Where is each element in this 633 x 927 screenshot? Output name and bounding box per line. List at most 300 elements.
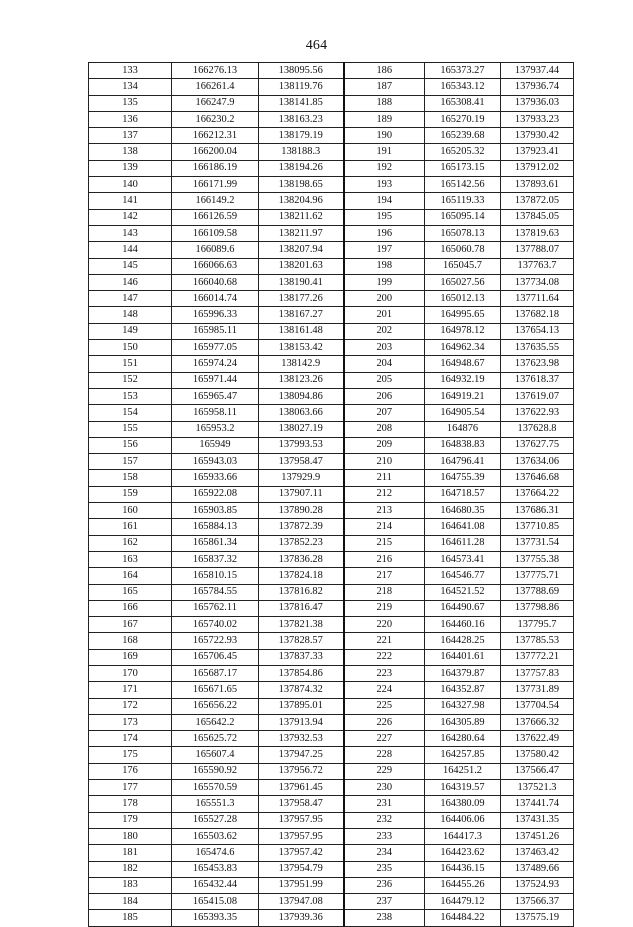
point-number-cell: 137	[89, 128, 172, 144]
point-number-cell: 183	[89, 877, 172, 893]
x-coordinate-cell: 165551.3	[172, 796, 259, 812]
point-number-cell: 223	[344, 665, 425, 681]
y-coordinate-cell: 137785.53	[501, 633, 574, 649]
y-coordinate-cell: 138141.85	[259, 95, 344, 111]
y-coordinate-cell: 137634.06	[501, 454, 574, 470]
x-coordinate-cell: 164978.12	[425, 323, 501, 339]
table-row	[89, 731, 574, 747]
y-coordinate-cell: 137788.07	[501, 242, 574, 258]
x-coordinate-cell: 164611.28	[425, 535, 501, 551]
x-coordinate-cell: 166230.2	[172, 111, 259, 127]
x-coordinate-cell: 166014.74	[172, 291, 259, 307]
y-coordinate-cell: 138177.26	[259, 291, 344, 307]
x-coordinate-cell: 164455.26	[425, 877, 501, 893]
point-number-cell: 151	[89, 356, 172, 372]
point-number-cell: 205	[344, 372, 425, 388]
table-row	[89, 845, 574, 861]
x-coordinate-cell: 164327.98	[425, 698, 501, 714]
x-coordinate-cell: 166109.58	[172, 225, 259, 241]
y-coordinate-cell: 137489.66	[501, 861, 574, 877]
y-coordinate-cell: 137937.44	[501, 63, 574, 79]
y-coordinate-cell: 137795.7	[501, 617, 574, 633]
x-coordinate-cell: 164521.52	[425, 584, 501, 600]
x-coordinate-cell: 165607.4	[172, 747, 259, 763]
x-coordinate-cell: 164546.77	[425, 568, 501, 584]
x-coordinate-cell: 165570.59	[172, 780, 259, 796]
y-coordinate-cell: 138188.3	[259, 144, 344, 160]
x-coordinate-cell: 164352.87	[425, 682, 501, 698]
table-row	[89, 258, 574, 274]
point-number-cell: 234	[344, 845, 425, 861]
x-coordinate-cell: 165740.02	[172, 617, 259, 633]
x-coordinate-cell: 165270.19	[425, 111, 501, 127]
coordinates-table-body	[89, 63, 574, 927]
table-row	[89, 568, 574, 584]
y-coordinate-cell: 137957.95	[259, 812, 344, 828]
y-coordinate-cell: 137954.79	[259, 861, 344, 877]
y-coordinate-cell: 138153.42	[259, 340, 344, 356]
point-number-cell: 186	[344, 63, 425, 79]
table-row	[89, 177, 574, 193]
table-row	[89, 861, 574, 877]
table-row	[89, 454, 574, 470]
x-coordinate-cell: 165045.7	[425, 258, 501, 274]
x-coordinate-cell: 164251.2	[425, 763, 501, 779]
table-row	[89, 535, 574, 551]
table-row	[89, 340, 574, 356]
table-row	[89, 519, 574, 535]
x-coordinate-cell: 165503.62	[172, 828, 259, 844]
table-row	[89, 291, 574, 307]
table-row	[89, 63, 574, 79]
y-coordinate-cell: 137575.19	[501, 910, 574, 926]
table-row	[89, 682, 574, 698]
y-coordinate-cell: 138027.19	[259, 421, 344, 437]
point-number-cell: 204	[344, 356, 425, 372]
x-coordinate-cell: 165239.68	[425, 128, 501, 144]
x-coordinate-cell: 165784.55	[172, 584, 259, 600]
x-coordinate-cell: 164460.16	[425, 617, 501, 633]
point-number-cell: 232	[344, 812, 425, 828]
x-coordinate-cell: 164423.62	[425, 845, 501, 861]
point-number-cell: 133	[89, 63, 172, 79]
y-coordinate-cell: 137566.47	[501, 763, 574, 779]
point-number-cell: 168	[89, 633, 172, 649]
y-coordinate-cell: 137710.85	[501, 519, 574, 535]
x-coordinate-cell: 165971.44	[172, 372, 259, 388]
y-coordinate-cell: 137958.47	[259, 796, 344, 812]
point-number-cell: 163	[89, 551, 172, 567]
x-coordinate-cell: 164876	[425, 421, 501, 437]
point-number-cell: 198	[344, 258, 425, 274]
point-number-cell: 173	[89, 714, 172, 730]
point-number-cell: 161	[89, 519, 172, 535]
point-number-cell: 215	[344, 535, 425, 551]
x-coordinate-cell: 165205.32	[425, 144, 501, 160]
y-coordinate-cell: 137930.42	[501, 128, 574, 144]
point-number-cell: 202	[344, 323, 425, 339]
point-number-cell: 211	[344, 470, 425, 486]
point-number-cell: 162	[89, 535, 172, 551]
x-coordinate-cell: 164490.67	[425, 600, 501, 616]
x-coordinate-cell: 165958.11	[172, 405, 259, 421]
point-number-cell: 149	[89, 323, 172, 339]
y-coordinate-cell: 137872.39	[259, 519, 344, 535]
x-coordinate-cell: 166276.13	[172, 63, 259, 79]
x-coordinate-cell: 165903.85	[172, 503, 259, 519]
y-coordinate-cell: 138207.94	[259, 242, 344, 258]
table-row	[89, 828, 574, 844]
page-number: 464	[305, 38, 328, 53]
y-coordinate-cell: 138142.9	[259, 356, 344, 372]
y-coordinate-cell: 137711.64	[501, 291, 574, 307]
table-row	[89, 470, 574, 486]
y-coordinate-cell: 137654.13	[501, 323, 574, 339]
y-coordinate-cell: 137951.99	[259, 877, 344, 893]
y-coordinate-cell: 137431.35	[501, 812, 574, 828]
y-coordinate-cell: 137824.18	[259, 568, 344, 584]
table-row	[89, 486, 574, 502]
point-number-cell: 141	[89, 193, 172, 209]
point-number-cell: 217	[344, 568, 425, 584]
x-coordinate-cell: 164919.21	[425, 388, 501, 404]
point-number-cell: 139	[89, 160, 172, 176]
x-coordinate-cell: 165393.35	[172, 910, 259, 926]
x-coordinate-cell: 165027.56	[425, 274, 501, 290]
y-coordinate-cell: 137619.07	[501, 388, 574, 404]
table-row	[89, 144, 574, 160]
y-coordinate-cell: 138194.26	[259, 160, 344, 176]
y-coordinate-cell: 137772.21	[501, 649, 574, 665]
table-row	[89, 307, 574, 323]
y-coordinate-cell: 138163.23	[259, 111, 344, 127]
y-coordinate-cell: 137788.69	[501, 584, 574, 600]
x-coordinate-cell: 166089.6	[172, 242, 259, 258]
x-coordinate-cell: 165943.03	[172, 454, 259, 470]
x-coordinate-cell: 165965.47	[172, 388, 259, 404]
table-row	[89, 421, 574, 437]
x-coordinate-cell: 164379.87	[425, 665, 501, 681]
y-coordinate-cell: 137836.28	[259, 551, 344, 567]
point-number-cell: 159	[89, 486, 172, 502]
point-number-cell: 194	[344, 193, 425, 209]
y-coordinate-cell: 137947.08	[259, 894, 344, 910]
x-coordinate-cell: 166171.99	[172, 177, 259, 193]
table-row	[89, 388, 574, 404]
table-row	[89, 209, 574, 225]
point-number-cell: 170	[89, 665, 172, 681]
table-row	[89, 437, 574, 453]
x-coordinate-cell: 165810.15	[172, 568, 259, 584]
point-number-cell: 155	[89, 421, 172, 437]
table-row	[89, 763, 574, 779]
point-number-cell: 135	[89, 95, 172, 111]
y-coordinate-cell: 137731.89	[501, 682, 574, 698]
point-number-cell: 221	[344, 633, 425, 649]
point-number-cell: 156	[89, 437, 172, 453]
point-number-cell: 216	[344, 551, 425, 567]
point-number-cell: 136	[89, 111, 172, 127]
y-coordinate-cell: 138095.56	[259, 63, 344, 79]
y-coordinate-cell: 137646.68	[501, 470, 574, 486]
y-coordinate-cell: 137627.75	[501, 437, 574, 453]
y-coordinate-cell: 137763.7	[501, 258, 574, 274]
point-number-cell: 228	[344, 747, 425, 763]
x-coordinate-cell: 166212.31	[172, 128, 259, 144]
point-number-cell: 226	[344, 714, 425, 730]
x-coordinate-cell: 165922.08	[172, 486, 259, 502]
y-coordinate-cell: 137933.23	[501, 111, 574, 127]
table-row	[89, 665, 574, 681]
y-coordinate-cell: 137734.08	[501, 274, 574, 290]
table-row	[89, 79, 574, 95]
y-coordinate-cell: 137852.23	[259, 535, 344, 551]
y-coordinate-cell: 137628.8	[501, 421, 574, 437]
x-coordinate-cell: 164905.54	[425, 405, 501, 421]
y-coordinate-cell: 137686.31	[501, 503, 574, 519]
x-coordinate-cell: 165343.12	[425, 79, 501, 95]
table-row	[89, 633, 574, 649]
y-coordinate-cell: 137890.28	[259, 503, 344, 519]
y-coordinate-cell: 137957.95	[259, 828, 344, 844]
point-number-cell: 188	[344, 95, 425, 111]
y-coordinate-cell: 137929.9	[259, 470, 344, 486]
point-number-cell: 236	[344, 877, 425, 893]
point-number-cell: 153	[89, 388, 172, 404]
table-row	[89, 193, 574, 209]
x-coordinate-cell: 164755.39	[425, 470, 501, 486]
x-coordinate-cell: 166040.68	[172, 274, 259, 290]
table-row	[89, 95, 574, 111]
y-coordinate-cell: 138123.26	[259, 372, 344, 388]
point-number-cell: 171	[89, 682, 172, 698]
point-number-cell: 192	[344, 160, 425, 176]
table-row	[89, 356, 574, 372]
point-number-cell: 146	[89, 274, 172, 290]
table-row	[89, 600, 574, 616]
point-number-cell: 160	[89, 503, 172, 519]
y-coordinate-cell: 137837.33	[259, 649, 344, 665]
y-coordinate-cell: 137893.61	[501, 177, 574, 193]
point-number-cell: 178	[89, 796, 172, 812]
x-coordinate-cell: 165590.92	[172, 763, 259, 779]
point-number-cell: 165	[89, 584, 172, 600]
y-coordinate-cell: 137874.32	[259, 682, 344, 698]
x-coordinate-cell: 164573.41	[425, 551, 501, 567]
x-coordinate-cell: 164641.08	[425, 519, 501, 535]
point-number-cell: 235	[344, 861, 425, 877]
table-row	[89, 405, 574, 421]
y-coordinate-cell: 138190.41	[259, 274, 344, 290]
x-coordinate-cell: 165173.15	[425, 160, 501, 176]
point-number-cell: 196	[344, 225, 425, 241]
point-number-cell: 174	[89, 731, 172, 747]
x-coordinate-cell: 164962.34	[425, 340, 501, 356]
y-coordinate-cell: 138211.97	[259, 225, 344, 241]
y-coordinate-cell: 138204.96	[259, 193, 344, 209]
point-number-cell: 207	[344, 405, 425, 421]
y-coordinate-cell: 138211.62	[259, 209, 344, 225]
y-coordinate-cell: 137816.82	[259, 584, 344, 600]
point-number-cell: 227	[344, 731, 425, 747]
point-number-cell: 172	[89, 698, 172, 714]
x-coordinate-cell: 165687.17	[172, 665, 259, 681]
x-coordinate-cell: 165861.34	[172, 535, 259, 551]
point-number-cell: 175	[89, 747, 172, 763]
table-row	[89, 372, 574, 388]
point-number-cell: 145	[89, 258, 172, 274]
point-number-cell: 180	[89, 828, 172, 844]
x-coordinate-cell: 165722.93	[172, 633, 259, 649]
x-coordinate-cell: 165308.41	[425, 95, 501, 111]
x-coordinate-cell: 165996.33	[172, 307, 259, 323]
point-number-cell: 224	[344, 682, 425, 698]
point-number-cell: 187	[344, 79, 425, 95]
point-number-cell: 176	[89, 763, 172, 779]
point-number-cell: 167	[89, 617, 172, 633]
y-coordinate-cell: 137682.18	[501, 307, 574, 323]
y-coordinate-cell: 138094.86	[259, 388, 344, 404]
y-coordinate-cell: 137936.74	[501, 79, 574, 95]
x-coordinate-cell: 164479.12	[425, 894, 501, 910]
x-coordinate-cell: 165953.2	[172, 421, 259, 437]
y-coordinate-cell: 137912.02	[501, 160, 574, 176]
y-coordinate-cell: 137623.98	[501, 356, 574, 372]
y-coordinate-cell: 137854.86	[259, 665, 344, 681]
x-coordinate-cell: 164838.83	[425, 437, 501, 453]
point-number-cell: 195	[344, 209, 425, 225]
table-row	[89, 225, 574, 241]
x-coordinate-cell: 165060.78	[425, 242, 501, 258]
y-coordinate-cell: 137923.41	[501, 144, 574, 160]
point-number-cell: 189	[344, 111, 425, 127]
y-coordinate-cell: 137936.03	[501, 95, 574, 111]
x-coordinate-cell: 164305.89	[425, 714, 501, 730]
x-coordinate-cell: 165977.05	[172, 340, 259, 356]
table-row	[89, 877, 574, 893]
table-row	[89, 747, 574, 763]
y-coordinate-cell: 137821.38	[259, 617, 344, 633]
table-row	[89, 503, 574, 519]
x-coordinate-cell: 165985.11	[172, 323, 259, 339]
y-coordinate-cell: 137993.53	[259, 437, 344, 453]
point-number-cell: 203	[344, 340, 425, 356]
y-coordinate-cell: 137635.55	[501, 340, 574, 356]
x-coordinate-cell: 166186.19	[172, 160, 259, 176]
point-number-cell: 222	[344, 649, 425, 665]
y-coordinate-cell: 137775.71	[501, 568, 574, 584]
x-coordinate-cell: 164280.64	[425, 731, 501, 747]
x-coordinate-cell: 164417.3	[425, 828, 501, 844]
table-row	[89, 894, 574, 910]
y-coordinate-cell: 137958.47	[259, 454, 344, 470]
y-coordinate-cell: 137816.47	[259, 600, 344, 616]
point-number-cell: 214	[344, 519, 425, 535]
x-coordinate-cell: 165527.28	[172, 812, 259, 828]
point-number-cell: 179	[89, 812, 172, 828]
table-row	[89, 649, 574, 665]
x-coordinate-cell: 165142.56	[425, 177, 501, 193]
x-coordinate-cell: 165933.66	[172, 470, 259, 486]
table-row	[89, 128, 574, 144]
x-coordinate-cell: 165884.13	[172, 519, 259, 535]
y-coordinate-cell: 138198.65	[259, 177, 344, 193]
y-coordinate-cell: 137895.01	[259, 698, 344, 714]
table-row	[89, 714, 574, 730]
table-row	[89, 812, 574, 828]
y-coordinate-cell: 138119.76	[259, 79, 344, 95]
y-coordinate-cell: 137755.38	[501, 551, 574, 567]
y-coordinate-cell: 137622.49	[501, 731, 574, 747]
y-coordinate-cell: 137819.63	[501, 225, 574, 241]
point-number-cell: 190	[344, 128, 425, 144]
y-coordinate-cell: 137704.54	[501, 698, 574, 714]
point-number-cell: 144	[89, 242, 172, 258]
x-coordinate-cell: 165642.2	[172, 714, 259, 730]
point-number-cell: 229	[344, 763, 425, 779]
point-number-cell: 237	[344, 894, 425, 910]
table-row	[89, 160, 574, 176]
table-row	[89, 910, 574, 926]
x-coordinate-cell: 164932.19	[425, 372, 501, 388]
x-coordinate-cell: 164680.35	[425, 503, 501, 519]
x-coordinate-cell: 164406.06	[425, 812, 501, 828]
y-coordinate-cell: 137939.36	[259, 910, 344, 926]
table-row	[89, 242, 574, 258]
point-number-cell: 206	[344, 388, 425, 404]
point-number-cell: 193	[344, 177, 425, 193]
coordinates-table	[88, 62, 574, 927]
y-coordinate-cell: 137845.05	[501, 209, 574, 225]
y-coordinate-cell: 137961.45	[259, 780, 344, 796]
y-coordinate-cell: 138063.66	[259, 405, 344, 421]
point-number-cell: 208	[344, 421, 425, 437]
x-coordinate-cell: 166149.2	[172, 193, 259, 209]
point-number-cell: 225	[344, 698, 425, 714]
point-number-cell: 219	[344, 600, 425, 616]
x-coordinate-cell: 165949	[172, 437, 259, 453]
point-number-cell: 185	[89, 910, 172, 926]
table-row	[89, 617, 574, 633]
y-coordinate-cell: 138167.27	[259, 307, 344, 323]
point-number-cell: 213	[344, 503, 425, 519]
point-number-cell: 143	[89, 225, 172, 241]
x-coordinate-cell: 165837.32	[172, 551, 259, 567]
x-coordinate-cell: 165474.6	[172, 845, 259, 861]
table-row	[89, 551, 574, 567]
point-number-cell: 184	[89, 894, 172, 910]
y-coordinate-cell: 137947.25	[259, 747, 344, 763]
point-number-cell: 231	[344, 796, 425, 812]
x-coordinate-cell: 164380.09	[425, 796, 501, 812]
y-coordinate-cell: 137463.42	[501, 845, 574, 861]
point-number-cell: 220	[344, 617, 425, 633]
x-coordinate-cell: 164428.25	[425, 633, 501, 649]
point-number-cell: 152	[89, 372, 172, 388]
point-number-cell: 154	[89, 405, 172, 421]
point-number-cell: 169	[89, 649, 172, 665]
x-coordinate-cell: 165453.83	[172, 861, 259, 877]
table-row	[89, 111, 574, 127]
x-coordinate-cell: 164995.65	[425, 307, 501, 323]
point-number-cell: 191	[344, 144, 425, 160]
x-coordinate-cell: 166247.9	[172, 95, 259, 111]
table-row	[89, 584, 574, 600]
point-number-cell: 148	[89, 307, 172, 323]
point-number-cell: 200	[344, 291, 425, 307]
x-coordinate-cell: 164319.57	[425, 780, 501, 796]
x-coordinate-cell: 164484.22	[425, 910, 501, 926]
